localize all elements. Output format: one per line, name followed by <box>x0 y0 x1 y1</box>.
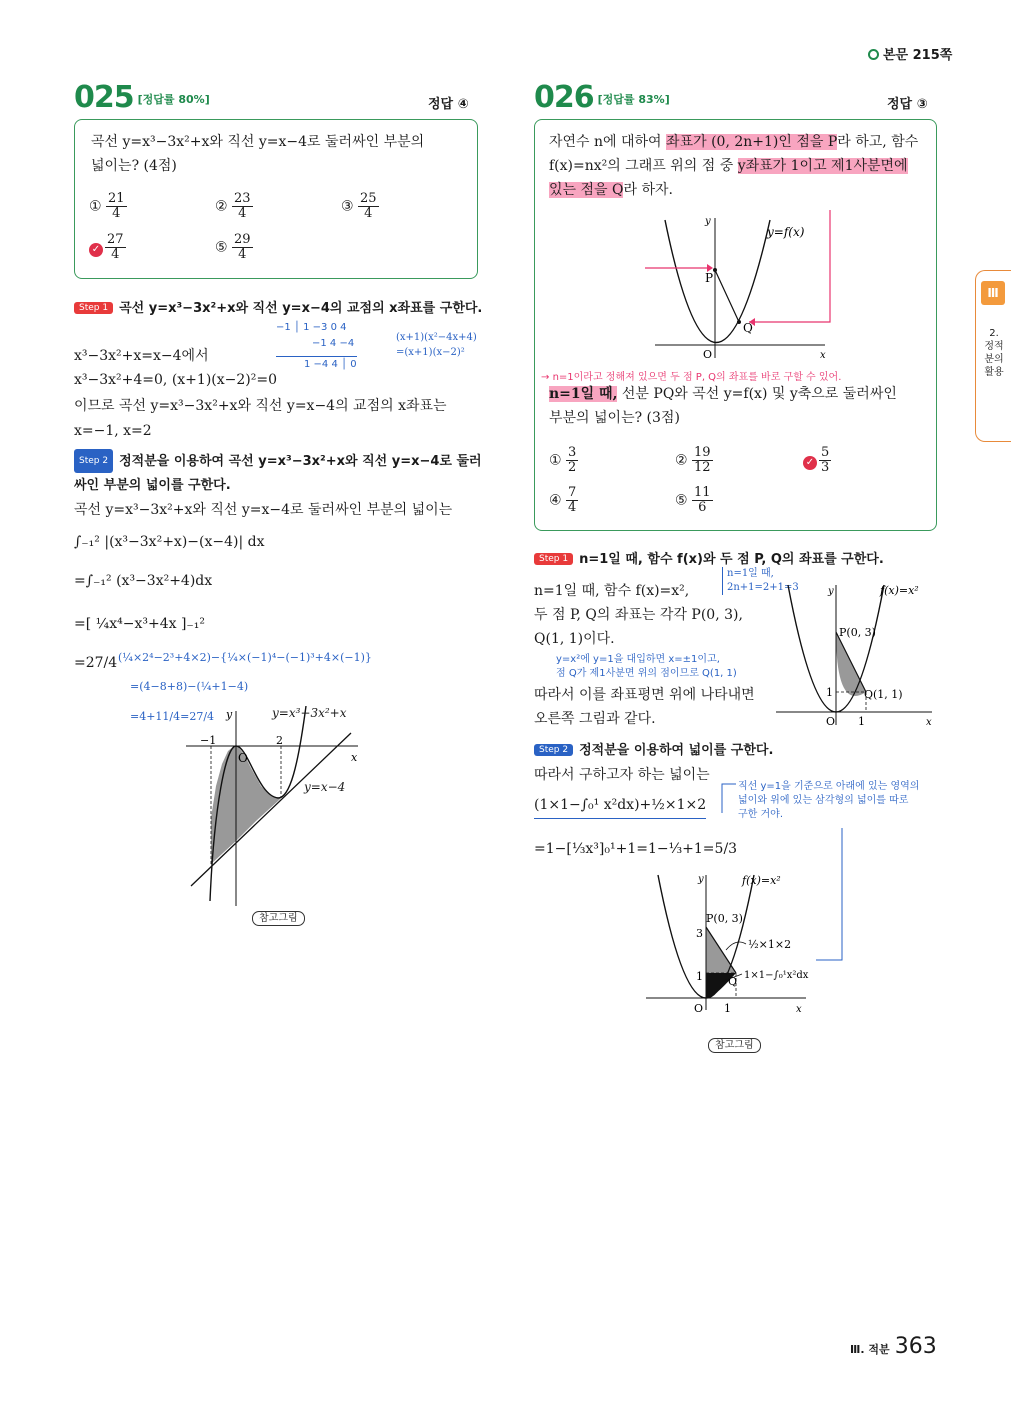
curve-label: y=x³−3x²+x <box>272 706 347 720</box>
q025-question-box <box>74 119 478 279</box>
q026-line5: 부분의 넓이는? (3점) <box>549 410 680 426</box>
svg-text:1: 1 <box>858 715 865 728</box>
svg-text:y: y <box>828 586 834 597</box>
svg-text:1: 1 <box>696 970 703 983</box>
svg-text:f(x)=x²: f(x)=x² <box>880 584 919 597</box>
step1-badge: Step 1 <box>534 553 573 565</box>
q026-step2-line1: 따라서 구하고자 하는 넓이는 <box>534 767 710 783</box>
q026-choice-2: ② $\frac{19}{12}$ <box>675 445 711 475</box>
q025-choice-2: ② $\frac{23}{4}$ <box>215 191 251 221</box>
integral-line3: =[ ¼x⁴−x³+4x ]₋₁² <box>74 616 206 632</box>
q026-choice-1: ① $\frac{3}{2}$ <box>549 445 577 475</box>
svg-text:f(x)=x²: f(x)=x² <box>742 874 781 887</box>
segment-pq <box>715 270 739 322</box>
step1-line4: x=−1, x=2 <box>74 423 152 439</box>
svg-text:Q(1, 1): Q(1, 1) <box>864 688 903 701</box>
q026-line1: 자연수 n에 대하여 좌표가 (0, 2n+1)인 점을 P라 하고, 함수 <box>549 134 919 150</box>
svg-text:1: 1 <box>826 686 833 699</box>
svg-text:x: x <box>796 1004 802 1015</box>
step2-title: 정적분을 이용하여 곡선 y=x³−3x²+x와 직선 y=x−4로 둘러싸인 부분의 넓이를 구한다. <box>74 454 482 493</box>
integral-line1: ∫₋₁² |(x³−3x²+x)−(x−4)| dx <box>74 534 265 550</box>
step1-title: 곡선 y=x³−3x²+x와 직선 y=x−4의 교점의 x좌표를 구한다. <box>119 301 483 316</box>
q025-choice-4-correct: ✓ $\frac{27}{4}$ <box>89 233 126 262</box>
q026-answer: 정답 ③ <box>887 97 928 112</box>
synthetic-division: −1 │ 1 −3 0 4 −1 4 −4 1 −4 4 │ 0 <box>276 320 357 373</box>
section-label: 2. 정적분의 활용 <box>984 328 1004 378</box>
svg-text:P: P <box>705 271 714 285</box>
q026-line3: 있는 점을 Q라 하자. <box>549 182 673 198</box>
calc-line1: (¼×2⁴−2³+4×2)−{¼×(−1)⁴−(−1)³+4×(−1)} <box>118 651 372 664</box>
svg-text:O: O <box>826 715 836 728</box>
check-mark-icon: ✓ <box>89 243 103 257</box>
q025-question-line2: 넓이는? (4점) <box>91 158 177 174</box>
q025-ref-label: 참고그림 <box>252 906 305 925</box>
q026-choice-5: ⑤ $\frac{11}{6}$ <box>675 485 711 515</box>
svg-text:y: y <box>226 708 233 721</box>
q026-choice-4: ④ $\frac{7}{4}$ <box>549 485 577 515</box>
svg-text:O: O <box>238 751 248 765</box>
q026-step2-graph <box>636 870 836 1020</box>
svg-text:−1: −1 <box>200 734 217 747</box>
circle-icon <box>868 49 879 60</box>
svg-text:x: x <box>926 717 932 728</box>
svg-text:1×1−∫₀¹x²dx: 1×1−∫₀¹x²dx <box>744 970 809 981</box>
page-reference: 본문 215쪽 <box>868 44 952 63</box>
integral-result: =27/4 <box>74 655 118 671</box>
footer-section: Ⅲ. 적분 <box>850 1343 890 1356</box>
step1-title: n=1일 때, 함수 f(x)와 두 점 P, Q의 좌표를 구한다. <box>579 552 884 567</box>
q025-choice-1: ① $\frac{21}{4}$ <box>89 191 125 221</box>
q026-header <box>534 80 670 115</box>
calc-line3: =4+11/4=27/4 <box>130 710 215 723</box>
q025-step2 <box>74 449 484 497</box>
svg-text:3: 3 <box>696 927 703 940</box>
q026-step2 <box>534 739 773 758</box>
step1-note2: y=x²에 y=1을 대입하면 x=±1이고, 점 Q가 제1사분면 위의 점이므로 Q(1, 1) <box>556 654 737 679</box>
svg-text:P(0, 3): P(0, 3) <box>706 912 743 925</box>
q026-step1-graph <box>776 580 936 730</box>
q026-number: 026 <box>534 80 594 115</box>
chapter-numeral: Ⅲ <box>981 281 1005 305</box>
q025-graph <box>186 706 366 906</box>
svg-text:Q: Q <box>728 975 738 988</box>
step2-line1: 곡선 y=x³−3x²+x와 직선 y=x−4로 둘러싸인 부분의 넓이는 <box>74 502 453 518</box>
svg-text:y=f(x): y=f(x) <box>767 225 805 239</box>
q026-line2: f(x)=nx²의 그래프 위의 점 중 y좌표가 1이고 제1사분면에 <box>549 158 908 174</box>
step1-badge: Step 1 <box>74 302 113 314</box>
q026-step1-line5: 오른쪽 그림과 같다. <box>534 711 656 727</box>
q025-question-line1: 곡선 y=x³−3x²+x와 직선 y=x−4로 둘러싸인 부분의 <box>91 134 425 150</box>
q026-line4: n=1일 때, 선분 PQ와 곡선 y=f(x) 및 y축으로 둘러싸인 <box>549 386 897 402</box>
q026-choice-3-correct: ✓ $\frac{5}{3}$ <box>803 446 831 475</box>
q026-step1-line4: 따라서 이를 좌표평면 위에 나타내면 <box>534 687 755 703</box>
svg-text:O: O <box>703 348 713 360</box>
q026-rate: [정답률 83%] <box>597 93 670 106</box>
step2-badge: Step 2 <box>534 744 573 756</box>
q025-answer: 정답 ④ <box>428 97 469 112</box>
step2-badge: Step 2 <box>74 449 113 473</box>
svg-text:½×1×2: ½×1×2 <box>748 938 792 951</box>
q026-step1-line3: Q(1, 1)이다. <box>534 631 615 647</box>
q025-choice-5: ⑤ $\frac{29}{4}$ <box>215 232 251 262</box>
svg-text:1: 1 <box>724 1002 731 1015</box>
q026-graph <box>645 210 845 360</box>
q025-rate: [정답률 80%] <box>137 93 210 106</box>
integral-line2: =∫₋₁² (x³−3x²+4)dx <box>74 573 213 589</box>
page-footer <box>850 1334 937 1359</box>
step1-line1: x³−3x²+x=x−4에서 <box>74 348 209 364</box>
svg-text:Q: Q <box>743 321 753 335</box>
q025-header <box>74 80 210 115</box>
svg-text:2: 2 <box>276 734 283 747</box>
q026-ref-label: 참고그림 <box>708 1033 761 1052</box>
check-mark-icon: ✓ <box>803 456 817 470</box>
svg-text:y: y <box>698 874 704 885</box>
q026-step2-expr: (1×1−∫₀¹ x²dx)+½×1×2 <box>534 794 706 819</box>
calc-line2: =(4−8+8)−(¼+1−4) <box>130 680 249 693</box>
step1-note1: n=1일 때, 2n+1=2+1=3 <box>722 567 799 595</box>
synthetic-note: (x+1)(x²−4x+4) =(x+1)(x−2)² <box>396 332 477 358</box>
q025-number: 025 <box>74 80 134 115</box>
step2-title: 정적분을 이용하여 넓이를 구한다. <box>579 743 774 758</box>
q025-step1 <box>74 297 494 316</box>
line-label: y=x−4 <box>304 780 346 794</box>
q026-step2-note: 직선 y=1을 기준으로 아래에 있는 영역의 넓이와 위에 있는 삼각형의 넓이를 따로 구한 거야. <box>738 781 920 820</box>
svg-text:y: y <box>705 216 711 227</box>
q026-question-box <box>534 119 937 531</box>
q025-choice-3: ③ $\frac{25}{4}$ <box>341 191 377 221</box>
q026-pink-note: → n=1이라고 정해져 있으면 두 점 P, Q의 좌표를 바로 구할 수 있어. <box>541 372 842 383</box>
step1-line2: x³−3x²+4=0, (x+1)(x−2)²=0 <box>74 372 277 388</box>
page-number: 363 <box>894 1334 937 1359</box>
svg-text:x: x <box>820 350 826 360</box>
step1-line3: 이므로 곡선 y=x³−3x²+x와 직선 y=x−4의 교점의 x좌표는 <box>74 398 447 414</box>
q026-step2-result: =1−[⅓x³]₀¹+1=1−⅓+1=5/3 <box>534 841 738 857</box>
svg-text:O: O <box>694 1002 704 1015</box>
q026-step1 <box>534 548 884 567</box>
svg-text:x: x <box>351 751 358 764</box>
svg-text:P(0, 3): P(0, 3) <box>839 626 876 639</box>
chapter-side-tab <box>975 270 1011 442</box>
q026-step1-line2: 두 점 P, Q의 좌표는 각각 P(0, 3), <box>534 607 743 623</box>
q026-step1-line1: n=1일 때, 함수 f(x)=x², <box>534 583 690 599</box>
